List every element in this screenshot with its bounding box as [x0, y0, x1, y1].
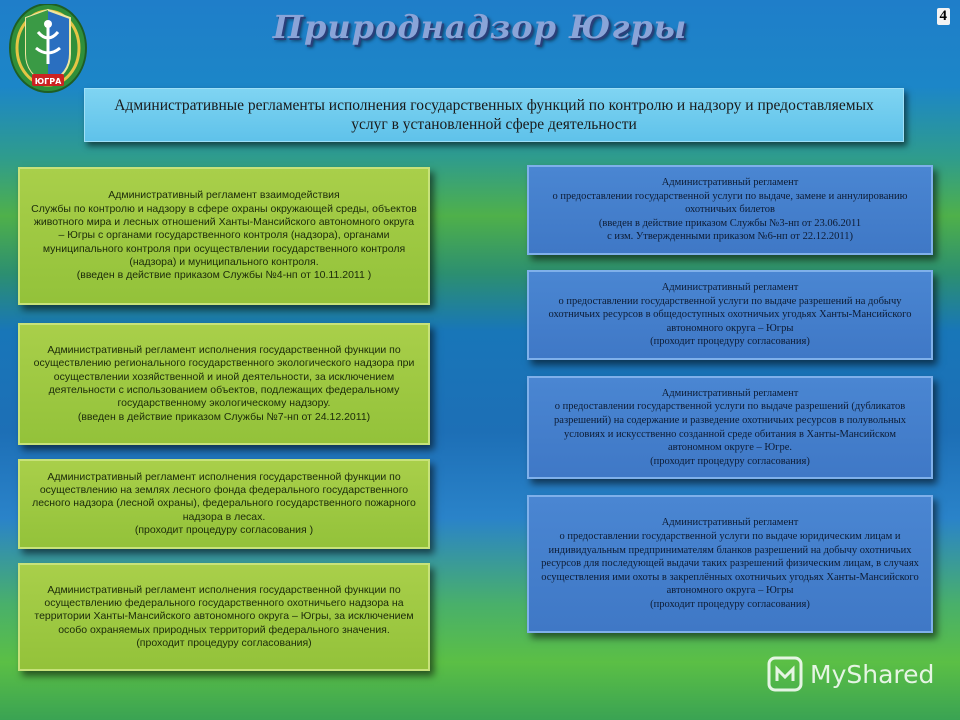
- green-regulation-box-1: Административный регламент взаимодействия Службы по контролю и надзору в сфере охраны окружающей среды, объектов животного мира и лесных отношений Ханты-Мансийского автономного округа – Югры с органами государственного контроля (надзора), органами муниципального контроля при осуществлении государственного контроля (надзора) и муниципального контроля. (введен в действие приказом Службы №4-нп от 10.11.2011 ): [18, 167, 430, 305]
- myshared-logo-icon: [766, 655, 804, 693]
- blue-regulation-box-2: Административный регламент о предоставлении государственной услуги по выдаче разрешений на добычу охотничьих ресурсов в общедоступных охотничьих угодьях Ханты-Мансийского автономного округа – Югры (проходит процедуру согласования): [527, 270, 933, 360]
- coat-of-arms-emblem: [8, 4, 88, 96]
- watermark-text: MyShared: [810, 659, 935, 689]
- green-regulation-box-3: Административный регламент исполнения государственной функции по осуществлению на землях лесного фонда федерального государственного лесного надзора (лесной охраны), федерального государственного пожарного надзора в лесах. (проходит процедуру согласования ): [18, 459, 430, 549]
- myshared-watermark: [766, 654, 946, 694]
- blue-regulation-box-3: Административный регламент о предоставлении государственной услуги по выдаче разрешений (дубликатов разрешений) на содержание и разведение охотничьих ресурсов в полувольных условиях и искусственно созданной среде обитания в Ханты-Мансийском автономном округе – Югре. (проходит процедуру согласования): [527, 376, 933, 479]
- page-number: 4: [937, 8, 951, 25]
- green-regulation-box-2: Административный регламент исполнения государственной функции по осуществлению регионального государственного экологического надзора при осуществлении хозяйственной и иной деятельности, за исключением деятельности с использованием объектов, подлежащих федеральному государственному экологическому надзору. (введен в действие приказом Службы №7-нп от 24.12.2011): [18, 323, 430, 445]
- emblem-label: ЮГРА: [34, 77, 62, 86]
- intro-banner: Административные регламенты исполнения государственных функций по контролю и надзору и предоставляемых услуг в установленной сфере деятельности: [84, 88, 904, 142]
- blue-regulation-box-4: Административный регламент о предоставлении государственной услуги по выдаче юридическим лицам и индивидуальным предпринимателям бланков разрешений на добычу охотничьих ресурсов для последующей выдачи таких разрешений физическим лицам, в случаях осуществления ими охоты в закреплённых охотничьих угодьях Ханты-Мансийского автономного округа – Югры (проходит процедуру согласования): [527, 495, 933, 633]
- page-title: Природнадзор Югры: [272, 8, 688, 46]
- blue-regulation-box-1: Административный регламент о предоставлении государственной услуги по выдаче, замене и аннулированию охотничьих билетов (введен в действие приказом Службы №3-нп от 23.06.2011 с изм. Утвержденными приказом №6-нп от 22.12.2011): [527, 165, 933, 255]
- green-regulation-box-4: Административный регламент исполнения государственной функции по осуществлению федерального государственного охотничьего надзора на территории Ханты-Мансийского автономного округа – Югры, за исключением особо охраняемых природных территорий федерального значения. (проходит процедуру согласования): [18, 563, 430, 671]
